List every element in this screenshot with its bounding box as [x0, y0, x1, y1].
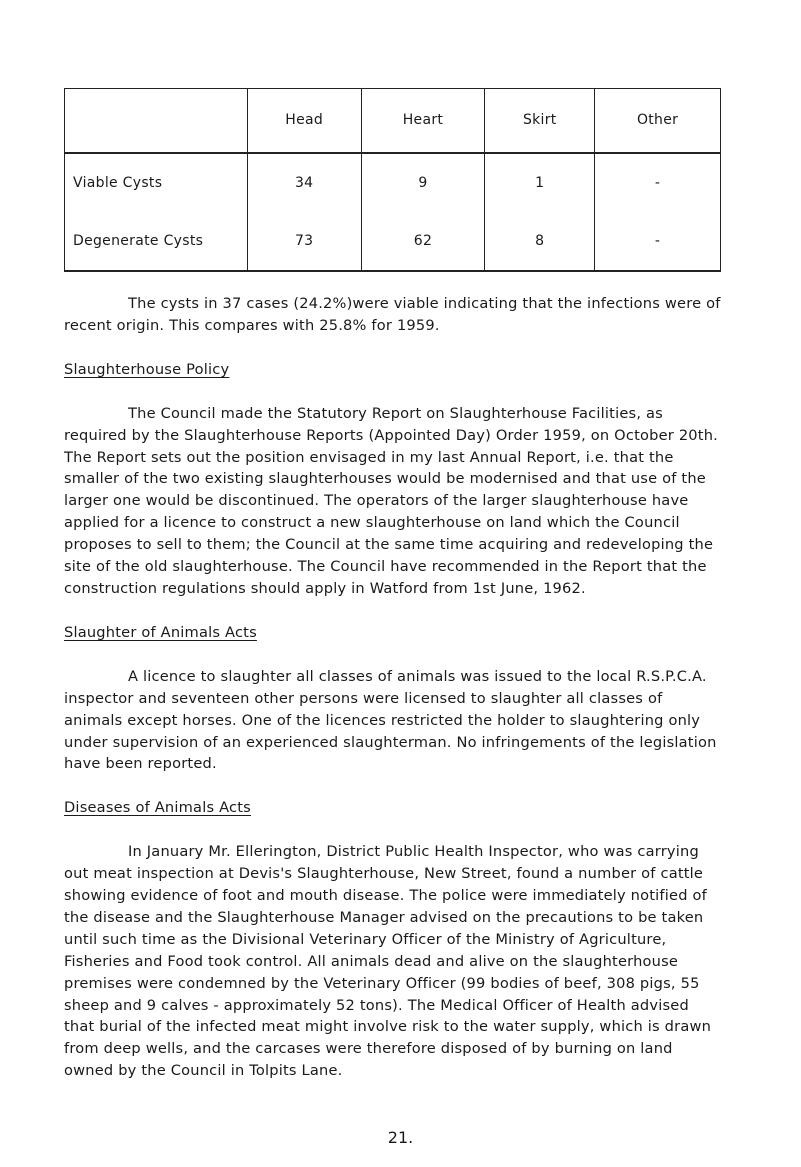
cell-other: -: [595, 212, 721, 271]
table-header-skirt: Skirt: [485, 89, 595, 153]
section-heading-slaughterhouse-policy: Slaughterhouse Policy: [64, 360, 230, 378]
page-number: 21.: [387, 1128, 414, 1147]
section-heading-diseases-of-animals-acts: Diseases of Animals Acts: [64, 799, 251, 817]
cell-head: 73: [247, 212, 361, 271]
cyst-table-container: [64, 88, 721, 272]
cyst-location-table: [64, 88, 721, 272]
table-header-row: [65, 89, 721, 153]
intro-paragraph: The cysts in 37 cases (24.2%)were viable indicating that the infections were of recent origin. This compares with 25.8% for 1959.: [64, 295, 721, 334]
table-header-heart: Heart: [361, 89, 485, 153]
document-body: [64, 293, 724, 1082]
cell-head: 34: [247, 153, 361, 212]
section-heading-slaughter-of-animals-acts: Slaughter of Animals Acts: [64, 623, 257, 641]
row-label: Viable Cysts: [65, 153, 248, 212]
table-header-other: Other: [595, 89, 721, 153]
cell-other: -: [595, 153, 721, 212]
section-body-diseases-of-animals-acts: In January Mr. Ellerington, District Public Health Inspector, who was carrying out meat inspection at Devis's Slaughterhouse, New Street, found a number of cattle showing evidence of foot and mouth disease. The police were immediately notified of the disease and the Slaughterhouse Manager advised on the precautions to be taken until such time as the Divisional Veterinary Officer of the Ministry of Agriculture, Fisheries and Food took control. All animals dead and alive on the slaughterhouse premises were condemned by the Veterinary Officer (99 bodies of beef, 308 pigs, 55 sheep and 9 calves - approximately 52 tons). The Medical Officer of Health advised that burial of the infected meat might involve risk to the water supply, which is drawn from deep wells, and the carcases were therefore disposed of by burning on land owned by the Council in Tolpits Lane.: [64, 843, 712, 1080]
row-label: Degenerate Cysts: [65, 212, 248, 271]
table-row: [65, 212, 721, 271]
cell-skirt: 1: [485, 153, 595, 212]
table-row: [65, 153, 721, 212]
cell-skirt: 8: [485, 212, 595, 271]
section-body-slaughter-of-animals-acts: A licence to slaughter all classes of animals was issued to the local R.S.P.C.A. inspector and seventeen other persons were licensed to slaughter all classes of animals except horses. One of the licences restricted the holder to slaughtering only under supervision of an experienced slaughterman. No infringements of the legislation have been reported.: [64, 667, 717, 773]
table-header-blank: [65, 89, 248, 153]
cell-heart: 9: [361, 153, 485, 212]
section-body-slaughterhouse-policy: The Council made the Statutory Report on Slaughterhouse Facilities, as required by the Slaughterhouse Reports (Appointed Day) Order 1959, on October 20th. The Report sets out the position envisaged in my last Annual Report, i.e. that the smaller of the two existing slaughterhouses would be modernised and that use of the larger one would be discontinued. The operators of the larger slaughterhouse have applied for a licence to construct a new slaughterhouse on land which the Council proposes to sell to them; the Council at the same time acquiring and redeveloping the site of the old slaughterhouse. The Council have recommended in the Report that the construction regulations should apply in Watford from 1st June, 1962.: [64, 404, 719, 597]
cell-heart: 62: [361, 212, 485, 271]
table-header-head: Head: [247, 89, 361, 153]
